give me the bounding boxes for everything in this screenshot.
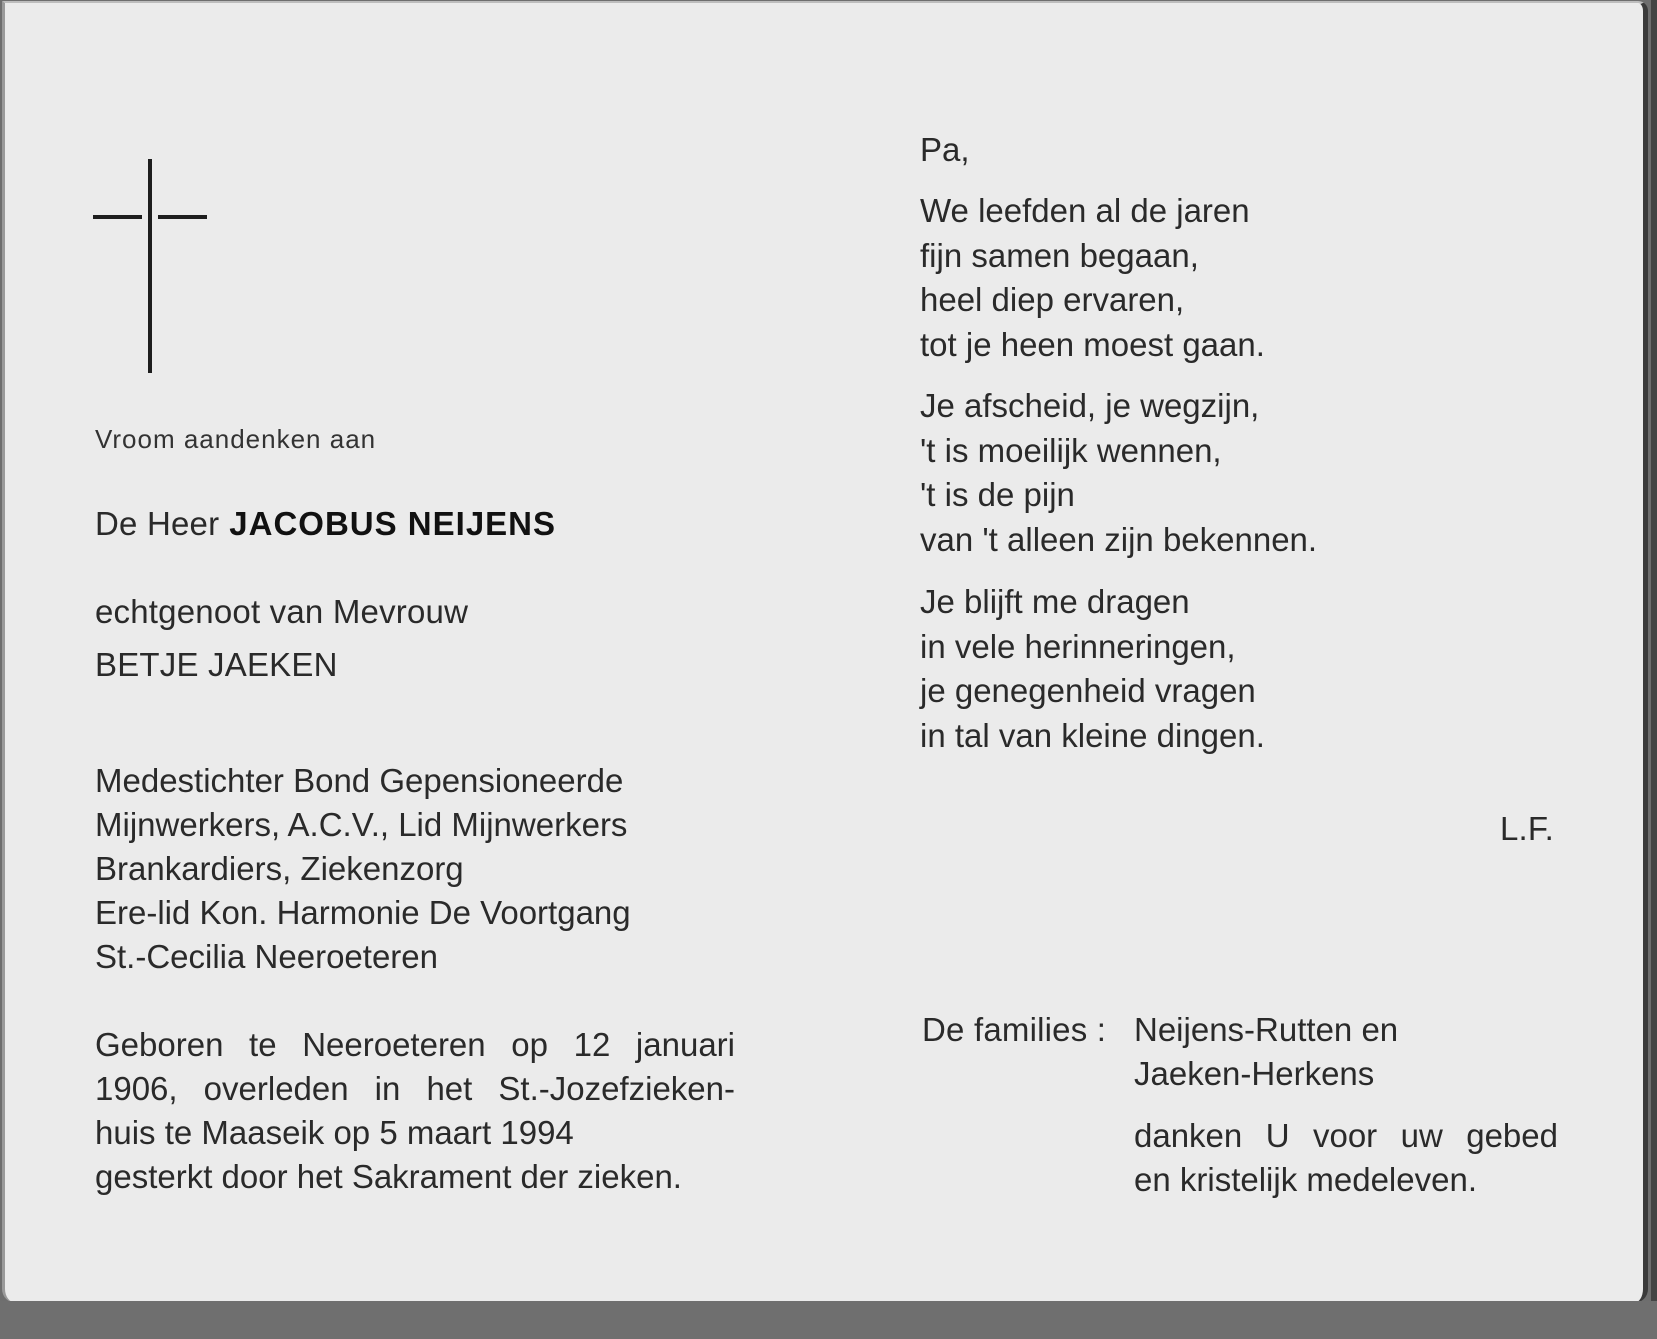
biography-line: huis te Maaseik op 5 maart 1994: [95, 1114, 574, 1151]
poem-line: heel diep ervaren,: [920, 281, 1185, 318]
affiliation-line: Brankardiers, Ziekenzorg: [95, 850, 464, 887]
poem-line: We leefden al de jaren: [920, 192, 1250, 229]
deceased-line: [95, 505, 556, 543]
poem-salutation: Pa,: [920, 131, 970, 168]
poem-stanza-1: [920, 189, 1265, 367]
poem-line: fijn samen begaan,: [920, 236, 1199, 274]
affiliation-line: Ere-lid Kon. Harmonie De Voortgang: [95, 894, 631, 931]
cross-left-arm: [93, 215, 142, 219]
card-edge-shadow: [1651, 0, 1657, 1301]
cross-vertical-bar: [148, 159, 152, 373]
family-name: Jaeken-Herkens: [1134, 1055, 1375, 1092]
poem-stanza-2: [920, 384, 1317, 562]
poem-line: 't is moeilijk wennen,: [920, 431, 1222, 469]
affiliation-line: Mijnwerkers, A.C.V., Lid Mijnwerkers: [95, 806, 628, 843]
families-thanks: [1134, 1114, 1558, 1202]
families-names: [1134, 1008, 1398, 1096]
poem-stanza-3: [920, 580, 1265, 758]
scan-background: [0, 1301, 1657, 1339]
poem-line: Je afscheid, je wegzijn,: [920, 387, 1260, 424]
intro-text: Vroom aandenken aan: [95, 424, 377, 454]
affiliation-line: St.-Cecilia Neeroeteren: [95, 938, 438, 975]
title-prefix: De Heer: [95, 505, 220, 542]
biography-line: 1906, overleden in het St.-Jozefzieken-: [95, 1070, 735, 1107]
poem-line: in vele herinneringen,: [920, 627, 1236, 665]
cross-icon: [93, 159, 211, 373]
spouse-name: BETJE JAEKEN: [95, 646, 338, 683]
biography-line: gesterkt door het Sakrament der zieken.: [95, 1158, 682, 1195]
affiliations: [95, 759, 631, 979]
biography: [95, 1023, 735, 1199]
poem-line: Je blijft me dragen: [920, 583, 1190, 620]
poem-line: van 't alleen zijn bekennen.: [920, 520, 1318, 558]
family-name: Neijens-Rutten en: [1134, 1011, 1399, 1048]
poem-line: je genegenheid vragen: [920, 672, 1256, 709]
poem-line: 't is de pijn: [920, 476, 1075, 513]
affiliation-line: Medestichter Bond Gepensioneerde: [95, 762, 624, 799]
poem-line: in tal van kleine dingen.: [920, 716, 1265, 754]
cross-right-arm: [158, 215, 207, 219]
poem-line: tot je heen moest gaan.: [920, 325, 1265, 363]
poem-signature: L.F.: [1500, 810, 1554, 847]
thanks-line: danken U voor uw gebed: [1134, 1117, 1558, 1154]
thanks-line: en kristelijk medeleven.: [1134, 1161, 1477, 1198]
deceased-name: JACOBUS NEIJENS: [229, 505, 557, 542]
families-label: De families :: [922, 1011, 1107, 1048]
biography-line: Geboren te Neeroeteren op 12 januari: [95, 1026, 735, 1063]
spouse-label: echtgenoot van Mevrouw: [95, 593, 469, 630]
